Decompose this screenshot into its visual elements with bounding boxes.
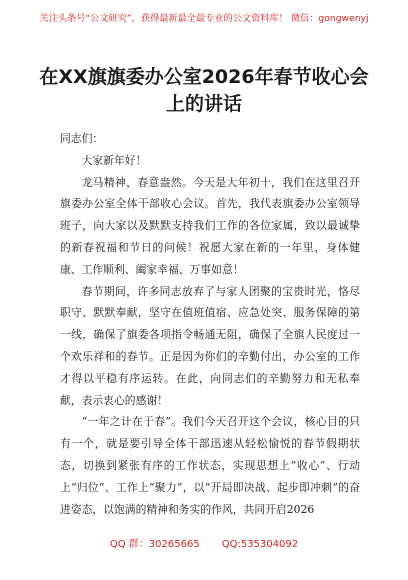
speech-body — [60, 128, 360, 520]
greeting-paragraph: 大家新年好！ — [81, 153, 147, 167]
qq-number: QQ:535304092 — [221, 539, 299, 550]
salutation: 同志们： — [60, 132, 104, 145]
qq-group: QQ 群：30265665 — [109, 539, 200, 550]
title-line-2: 上的讲话 — [165, 93, 242, 115]
body-paragraph: 龙马精神，春意盎然。今天是大年初十，我们在这里召开旗委办公室全体干部收心会议。首先，我代表旗委办公室领导班子，向大家以及默默支持我们工作的各位家属，致以最诚挚的新春祝福和节日的问候！祝愿大家在新的一年里，身体健康、工作顺利、阖家幸福、万事如意！ — [60, 175, 360, 276]
body-paragraph: 春节期间，许多同志放弃了与家人团聚的宝贵时光，恪尽职守、默默奉献，坚守在值班值宿、应急处突、服务保障的第一线，确保了旗委各项指令畅通无阻，确保了全旗人民度过一个欢乐祥和的春节。正是因为你们的辛勤付出，办公室的工作才得以平稳有序运转。在此，向同志们的辛勤努力和无私奉献，表示衷心的感谢！ — [60, 284, 360, 407]
page-title — [0, 64, 408, 118]
promo-text: 关注头条号“公文研究”，获得最新最全最专业的公文资料库！ — [39, 13, 288, 24]
wechat-id: 微信：gongwenyj — [290, 13, 369, 24]
title-line-1: 在XX旗旗委办公室2026年春节收心会 — [39, 66, 369, 88]
footer-contacts — [0, 535, 408, 550]
body-paragraph: “一年之计在于春”。我们今天召开这个会议，核心目的只有一个，就是要引导全体干部迅速从轻松愉悦的春节假期状态，切换到紧张有序的工作状态，实现思想上“收心”、行动上“归位”、工作上“聚力”，以“开局即决战、起步即冲刺”的奋进姿态，以饱满的精神和务实的作风，共同开启2026 — [60, 415, 360, 516]
promo-banner — [0, 10, 408, 24]
